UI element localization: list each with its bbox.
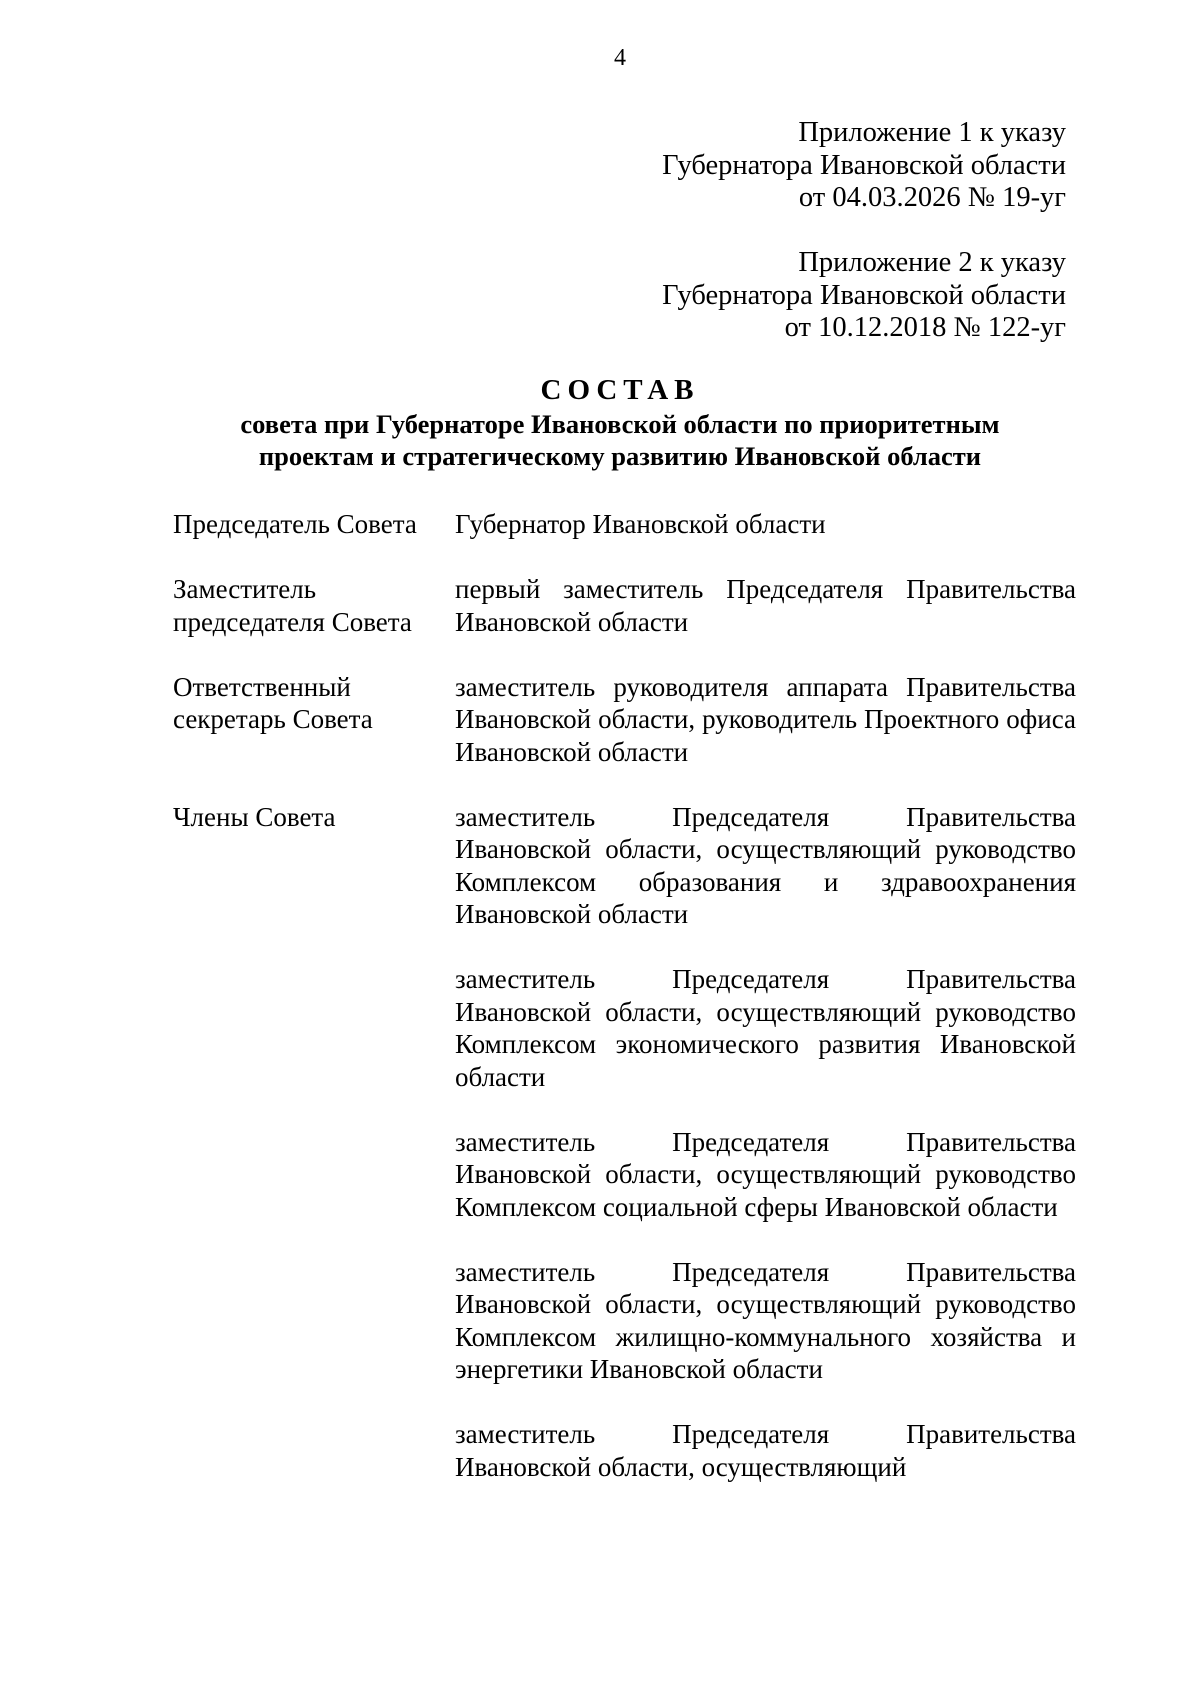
- appendix-1-line-1: Приложение 1 к указу: [798, 117, 1066, 148]
- roster-row: [173, 671, 1076, 769]
- roster-member: первый заместитель Председателя Правительства Ивановской области: [455, 574, 1076, 637]
- title-subtitle-line-1: совета при Губернаторе Ивановской области по приоритетным: [240, 409, 1000, 439]
- document-title: [0, 372, 1200, 472]
- roster-role: Ответственный секретарь Совета: [173, 671, 373, 734]
- appendix-2-line-3: от 10.12.2018 № 122-уг: [784, 312, 1066, 343]
- title-subtitle-line-2: проектам и стратегическому развитию Ивановской области: [258, 441, 982, 471]
- appendix-1-header: [662, 117, 1066, 215]
- page-number: 4: [614, 45, 626, 71]
- roster-row: [173, 573, 1076, 638]
- roster-member: заместитель Председателя Правительства Ивановской области, осуществляющий руководство Комплексом экономического развития Ивановской области: [455, 964, 1076, 1092]
- roster-member-list: [455, 671, 1076, 769]
- appendix-1-line-2: Губернатора Ивановской области: [662, 149, 1066, 181]
- roster-role: Члены Совета: [173, 801, 336, 832]
- roster-member: заместитель Председателя Правительства Ивановской области, осуществляющий руководство Комплексом образования и здравоохранения Ивановской области: [455, 801, 1076, 929]
- appendix-1-line-3: от 04.03.2026 № 19-уг: [798, 182, 1066, 213]
- roster-member: Губернатор Ивановской области: [455, 509, 826, 539]
- roster-member: заместитель Председателя Правительства Ивановской области, осуществляющий: [455, 1419, 1076, 1482]
- appendix-2-line-1: Приложение 2 к указу: [798, 247, 1066, 278]
- roster-row: [173, 508, 1076, 541]
- roster-member-list: [455, 508, 1076, 541]
- roster-role: Заместитель председателя Совета: [173, 574, 412, 637]
- appendix-2-header: [662, 247, 1066, 345]
- roster-member: заместитель Председателя Правительства Ивановской области, осуществляющий руководство Комплексом жилищно-коммунального хозяйства и энергетики Ивановской области: [455, 1256, 1076, 1384]
- roster-member: заместитель руководителя аппарата Правительства Ивановской области, руководитель Проектного офиса Ивановской области: [455, 671, 1076, 767]
- roster-member-list: [455, 801, 1076, 1484]
- roster-member-list: [455, 573, 1076, 638]
- roster-row: [173, 801, 1076, 1484]
- roster-role: Председатель Совета: [173, 509, 417, 539]
- roster-member: заместитель Председателя Правительства Ивановской области, осуществляющий руководство Комплексом социальной сферы Ивановской области: [455, 1126, 1076, 1222]
- title-main: СОСТАВ: [540, 374, 700, 406]
- appendix-2-line-2: Губернатора Ивановской области: [662, 279, 1066, 311]
- council-roster: [173, 508, 1076, 1516]
